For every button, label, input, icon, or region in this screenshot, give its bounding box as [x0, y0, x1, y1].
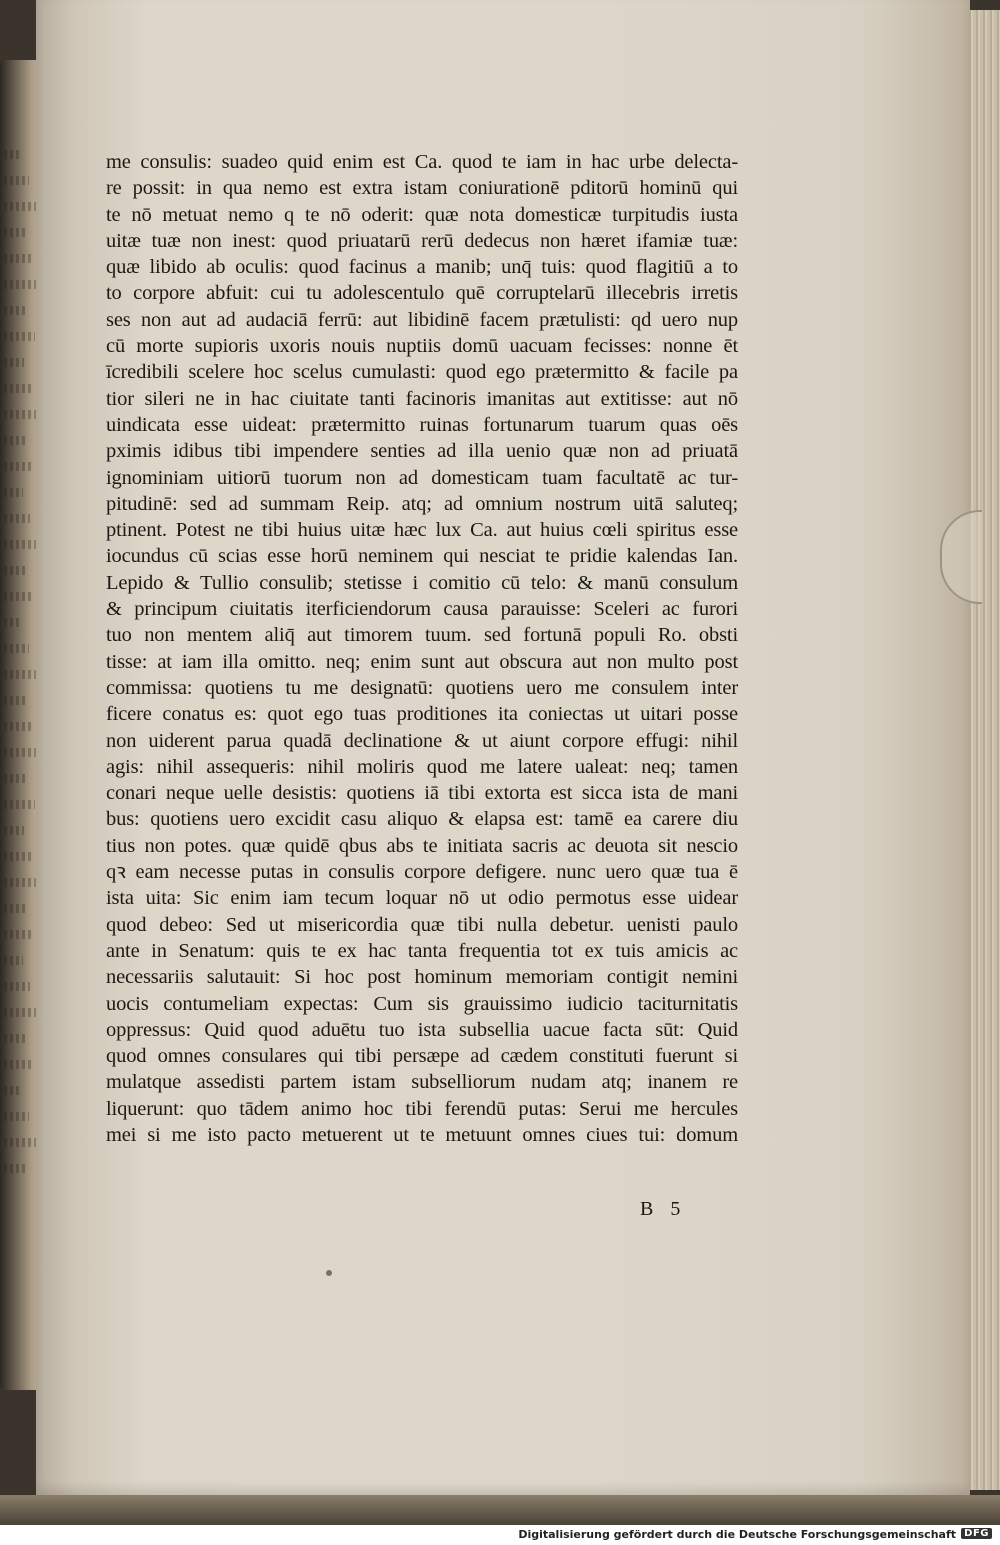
facing-page-text-fragment: [4, 930, 34, 939]
facing-page-text-fragment: [4, 982, 30, 991]
text-line: ignominiam uitiorū tuorum non ad domesticam tuam facultatē ac tur-: [106, 466, 738, 489]
facing-page-text-fragment: [4, 904, 27, 913]
text-line: oppressus: Quid quod aduētu tuo ista subsellia uacue facta sūt: Quid: [106, 1018, 738, 1041]
text-line: tius non potes. quæ quidē qbus abs te initiata sacris ac deuota sit nescio: [106, 834, 738, 857]
text-line: ficere conatus es: quot ego tuas proditiones ita coniectas ut uitari posse: [106, 703, 738, 726]
text-line: īcredibili scelere hoc scelus cumulasti: quod ego prætermitto & facile pa: [106, 361, 738, 384]
facing-page-text-fragment: [4, 644, 29, 653]
page-text-block: [106, 149, 738, 1148]
facing-page-text-fragment: [4, 1060, 33, 1069]
facing-page-text-fragment: [4, 462, 34, 471]
text-line: re possit: in qua nemo est extra istam coniurationē pditorū hominū qui: [106, 177, 738, 200]
text-line: ses non aut ad audaciā ferrū: aut libidinē facem prætulisti: qd uero nup: [106, 308, 738, 331]
text-line: tior sileri ne in hac ciuitate tanti facinoris imanitas aut extitisse: aut nō: [106, 387, 738, 410]
facing-page-text-fragment: [4, 228, 25, 237]
facing-page-text-fragment: [4, 618, 22, 627]
facing-page-text-fragment: [4, 826, 24, 835]
text-line: liquerunt: quo tādem animo hoc tibi ferendū putas: Serui me hercules: [106, 1097, 738, 1120]
text-line: uocis contumeliam expectas: Cum sis grauissimo iudicio taciturnitatis: [106, 992, 738, 1015]
facing-page-text-fragment: [4, 878, 38, 887]
text-line: tuo non mentem aliq̄ aut timorem tuum. sed fortunā populi Ro. obsti: [106, 624, 738, 647]
facing-page-text-fragment: [4, 800, 35, 809]
text-line: mulatque assedisti partem istam subselliorum nudam atq; inanem re: [106, 1071, 738, 1094]
facing-page-text-fragment: [4, 332, 35, 341]
text-line: & principum ciuitatis iterficiendorum causa parauisse: Sceleri ac furori: [106, 598, 738, 621]
facing-page-text-fragment: [4, 1112, 29, 1121]
facing-page-text-fragment: [4, 956, 23, 965]
facing-page-text-fragment: [4, 280, 39, 289]
text-line: bus: quotiens uero excidit casu aliquo & elapsa est: tamē ea carere diu: [106, 808, 738, 831]
facing-page-text-fragment: [4, 254, 32, 263]
text-line: to corpore abfuit: cui tu adolescentulo quē corruptelarū illecebris irretis: [106, 282, 738, 305]
text-line: tisse: at iam illa omitto. neq; enim sunt aut obscura aut non multo post: [106, 650, 738, 673]
text-line: uitæ tuæ non inest: quod priuatarū rerū dedecus non hæret ifamiæ tuæ:: [106, 229, 738, 252]
text-line: quæ libido ab oculis: quod facinus a manib; unq̄ tuis: quod flagitiū a to: [106, 256, 738, 279]
text-line: Lepido & Tullio consulib; stetisse i comitio cū telo: & manū consulum: [106, 571, 738, 594]
facing-page-text-fragment: [4, 150, 22, 159]
facing-page-text-fragment: [4, 306, 28, 315]
facing-page-text-fragment: [4, 488, 23, 497]
digitization-credit: Digitalisierung gefördert durch die Deutsche Forschungsgemeinschaft: [518, 1528, 956, 1541]
facing-page-text-fragment: [4, 176, 29, 185]
facing-page-text-fragment: [4, 358, 24, 367]
text-line: quod debeo: Sed ut misericordia quæ tibi nulla debetur. uenisti paulo: [106, 913, 738, 936]
page-stack-edges: [966, 10, 1000, 1490]
text-line: mei si me isto pacto metuerent ut te metuunt omnes ciues tui: domum: [106, 1123, 738, 1146]
facing-page-text-fragment: [4, 1138, 36, 1147]
digitization-footer: [0, 1525, 1000, 1545]
text-line: conari neque uelle desistis: quotiens iā tibi extorta est sicca ista de mani: [106, 782, 738, 805]
facing-page-text-fragment: [4, 410, 38, 419]
facing-page-text-fragment: [4, 202, 36, 211]
facing-page-text-fragment: [4, 670, 36, 679]
dfg-logo: DFG: [961, 1528, 992, 1539]
facing-page-text-fragment: [4, 1034, 26, 1043]
facing-page-text-fragment: [4, 1164, 25, 1173]
facing-page-text-fragment: [4, 566, 26, 575]
signature-mark: B 5: [640, 1198, 687, 1220]
facing-page-text-fragment: [4, 514, 30, 523]
text-line: pitudinē: sed ad summam Reip. atq; ad omnium nostrum uitā saluteq;: [106, 492, 738, 515]
text-line: ptinent. Potest ne tibi huius uitæ hæc lux Ca. aut huius cœli spiritus esse: [106, 519, 738, 542]
text-line: ista uita: Sic enim iam tecum loquar nō ut odio permotus esse uidear: [106, 887, 738, 910]
text-line: qꝛ eam necesse putas in consulis corpore defigere. nunc uero quæ tua ē: [106, 861, 738, 884]
facing-page-text-fragment: [4, 1008, 37, 1017]
facing-page-text-fragment: [4, 540, 37, 549]
facing-page-text-fragment: [4, 436, 27, 445]
text-line: non uiderent parua quadā declinatione & ut aiunt corpore effugi: nihil: [106, 729, 738, 752]
text-line: iocundus cū scias esse horū neminem qui nesciat te pridie kalendas Ian.: [106, 545, 738, 568]
text-line: quod omnes consulares qui tibi persæpe ad cædem constituti fuerunt si: [106, 1045, 738, 1068]
facing-page-text-fragment: [4, 774, 28, 783]
facing-page-text-fragment: [4, 722, 32, 731]
text-line: necessariis salutauit: Si hoc post hominum memoriam contigit nemini: [106, 966, 738, 989]
text-line: cū morte supioris uxoris nouis nuptiis domū uacuam fecisses: nonne ēt: [106, 335, 738, 358]
facing-page-text-fragment: [4, 748, 39, 757]
text-line: uindicata esse uideat: prætermitto ruinas fortunarum tuarum quas oēs: [106, 413, 738, 436]
text-line: me consulis: suadeo quid enim est Ca. quod te iam in hac urbe delecta-: [106, 151, 738, 173]
text-line: pximis idibus tibi impendere senties ad illa uenio quæ non ad priuatā: [106, 440, 738, 463]
text-line: ante in Senatum: quis te ex hac tanta frequentia tot ex tuis amicis ac: [106, 939, 738, 962]
facing-page-text-fragment: [4, 696, 25, 705]
text-line: agis: nihil assequeris: nihil moliris quod me latere ualeat: neq; tamen: [106, 755, 738, 778]
facing-page-text-fragment: [4, 1086, 22, 1095]
facing-page-text-fragment: [4, 592, 33, 601]
facing-page-text-fragment: [4, 852, 31, 861]
scan-bottom-edge: [0, 1495, 1000, 1525]
text-line: te nō metuat nemo q te nō oderit: quæ nota domesticæ turpitudis iusta: [106, 203, 738, 226]
text-line: commissa: quotiens tu me designatū: quotiens uero me consulem inter: [106, 676, 738, 699]
facing-page-text-fragment: [4, 384, 31, 393]
paper-hole: [326, 1270, 332, 1276]
